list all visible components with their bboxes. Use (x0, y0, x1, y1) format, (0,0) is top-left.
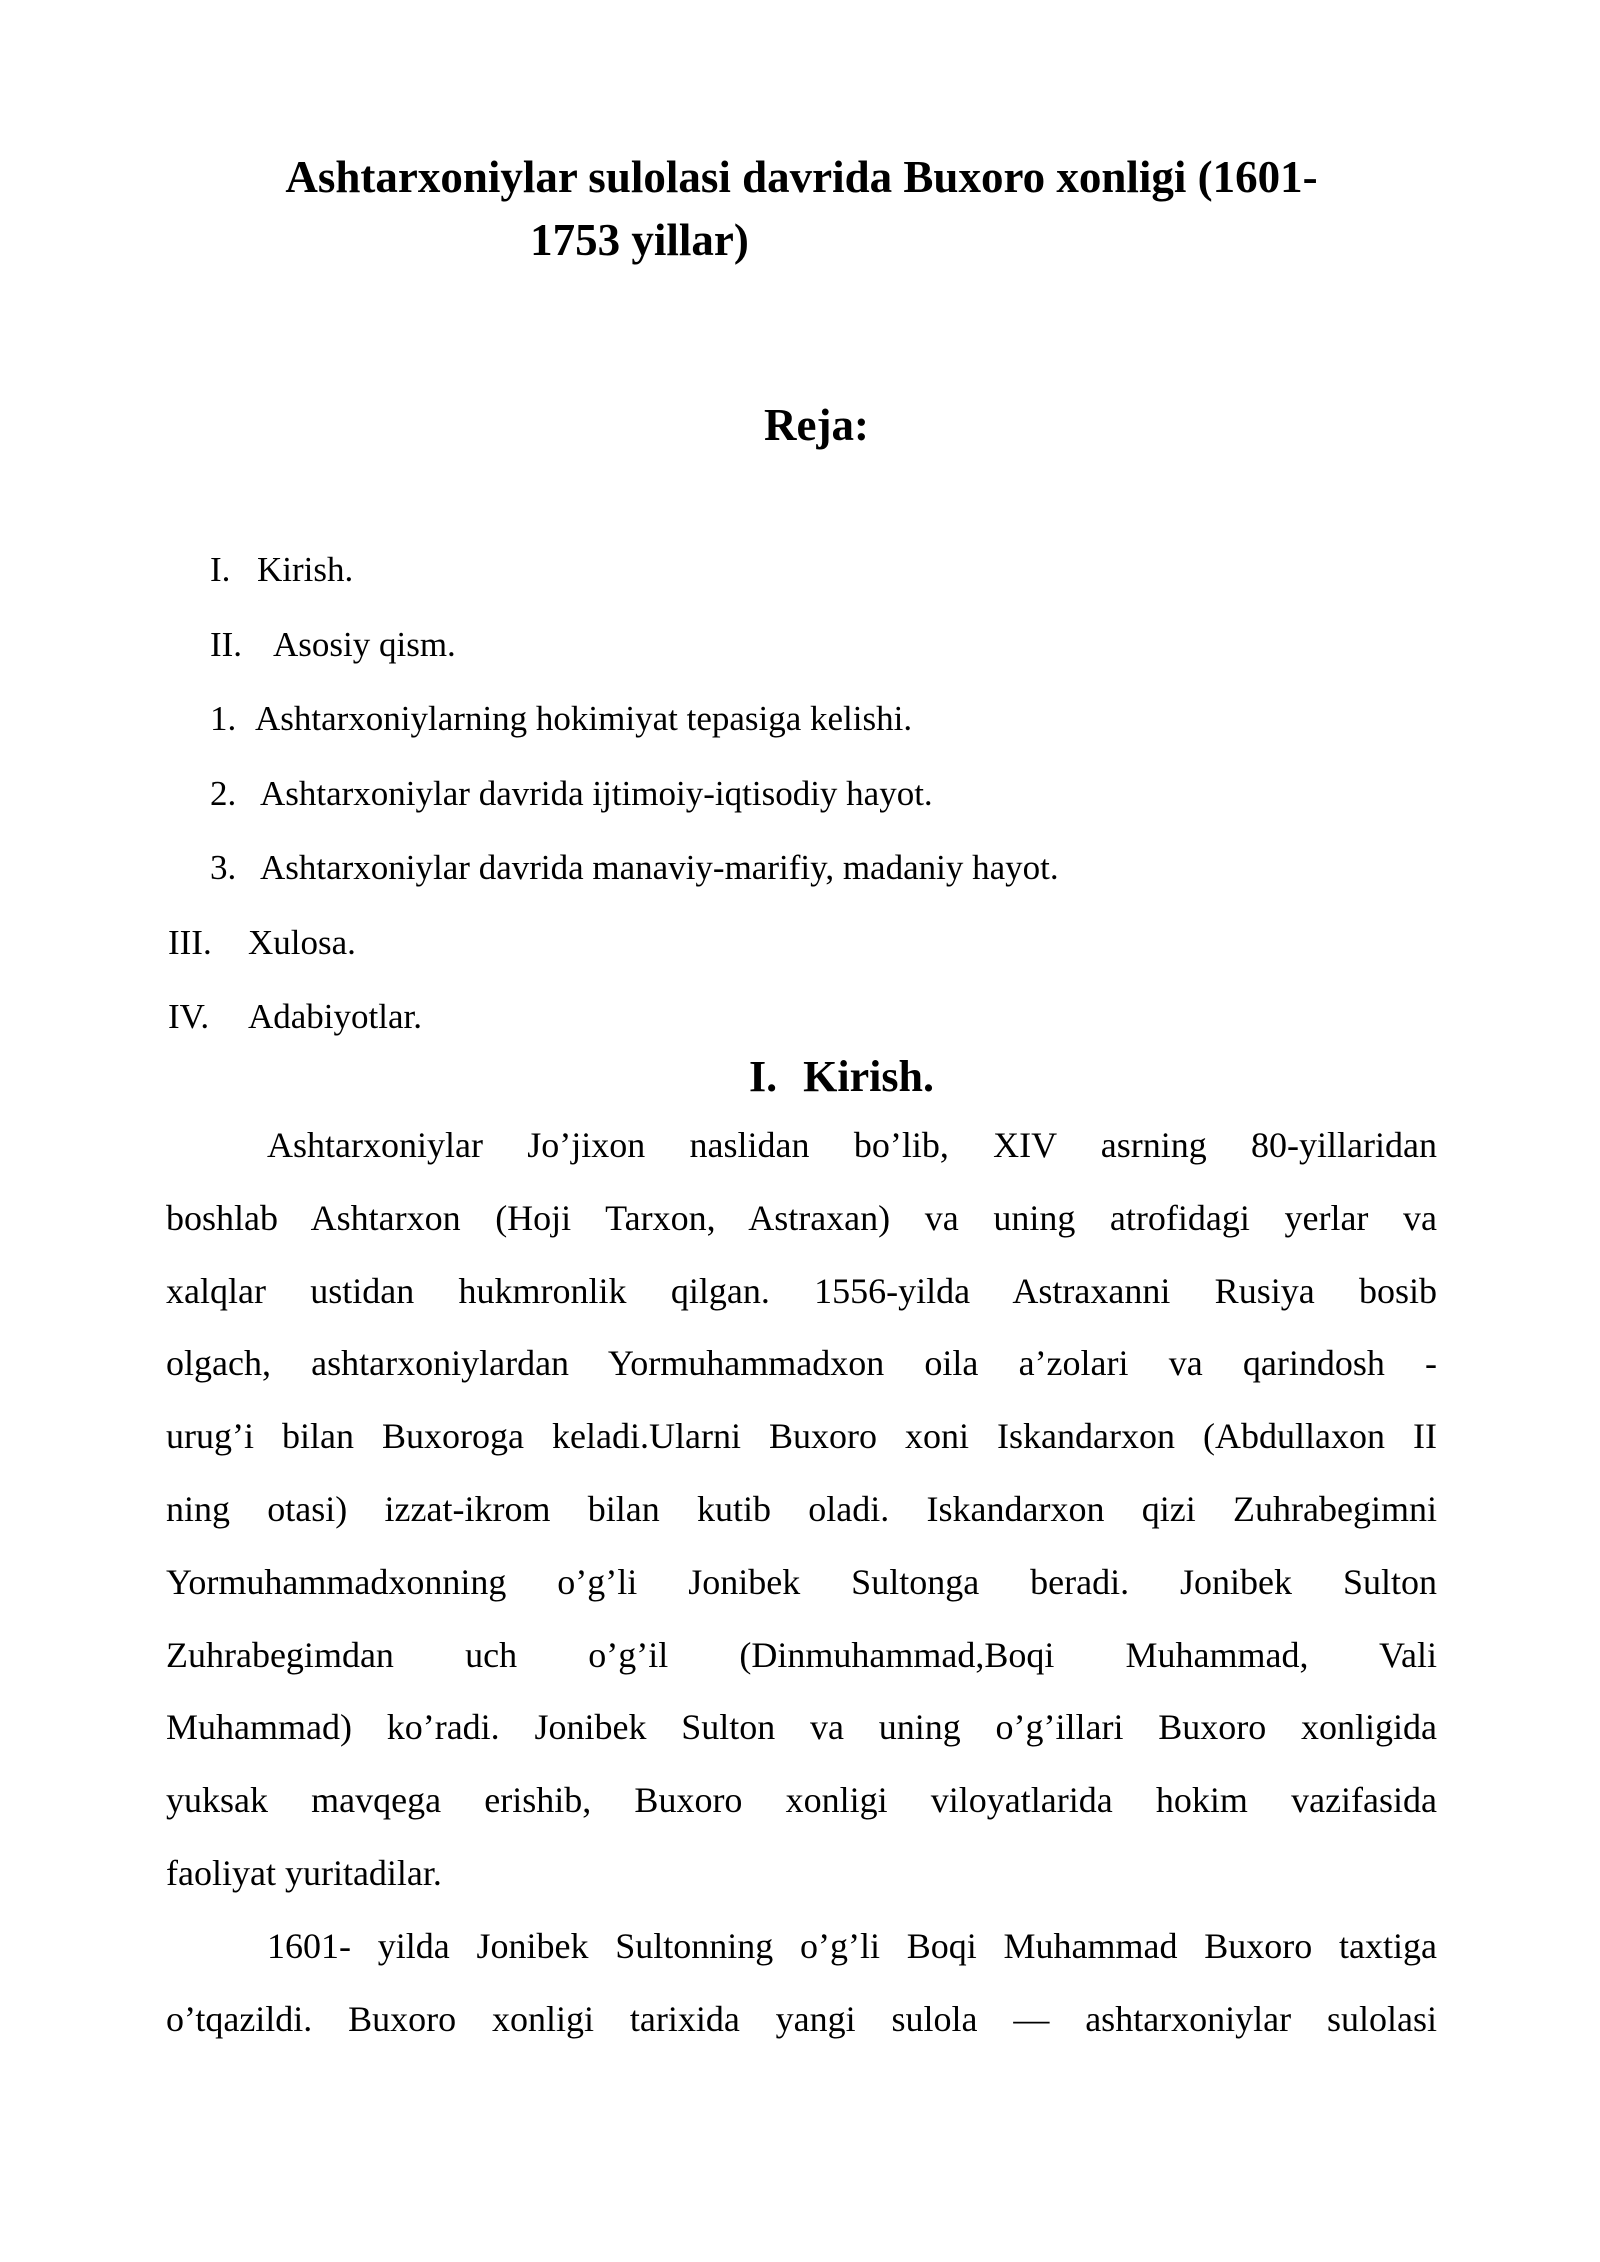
document-title-line1: Ashtarxoniylar sulolasi davrida Buxoro xonligi (1601- (285, 152, 1318, 202)
body-line: 1601- yilda Jonibek Sultonning o’g’li Boqi Muhammad Buxoro taxtiga (267, 1925, 1437, 1966)
outline-item (166, 682, 1437, 757)
body-line: faoliyat yuritadilar. (166, 1852, 442, 1893)
outline-item (166, 906, 1437, 981)
body-line: boshlab Ashtarxon (Hoji Tarxon, Astraxan) va uning atrofidagi yerlar va (166, 1197, 1437, 1238)
body-line: xalqlar ustidan hukmronlik qilgan. 1556-yilda Astraxanni Rusiya bosib (166, 1270, 1437, 1311)
outline-item-label: Ashtarxoniylar davrida manaviy-marifiy, madaniy hayot. (260, 848, 1059, 887)
outline-item-marker: IV. (168, 997, 210, 1036)
document-title-line2: 1753 yillar) (530, 215, 749, 265)
outline-item-marker: 2. (210, 773, 237, 813)
body-text (166, 1109, 1437, 2055)
outline-item-label: Asosiy qism. (273, 624, 456, 664)
body-line: Muhammad) ko’radi. Jonibek Sulton va uning o’g’illari Buxoro xonligida (166, 1707, 1437, 1748)
body-line: olgach, ashtarxoniylardan Yormuhammadxon oila a’zolari va qarindosh - (166, 1343, 1437, 1384)
plan-heading-text: Reja: (764, 400, 869, 450)
outline-list (166, 533, 1437, 1055)
outline-item-label: Adabiyotlar. (248, 997, 422, 1036)
plan-heading (166, 393, 1437, 457)
outline-item-label: Xulosa. (248, 922, 356, 962)
body-line: Ashtarxoniylar Jo’jixon naslidan bo’lib, XIV asrning 80-yillaridan (267, 1125, 1437, 1165)
outline-item-label: Ashtarxoniylarning hokimiyat tepasiga kelishi. (255, 699, 913, 738)
body-line: Zuhrabegimdan uch o’g’il (Dinmuhammad,Boqi Muhammad, Vali (166, 1634, 1437, 1675)
outline-item (166, 533, 1437, 608)
section-heading (166, 1042, 1437, 1112)
outline-item (166, 831, 1437, 906)
outline-item-marker: I. (210, 550, 231, 589)
document-title-line2-row (166, 209, 1437, 272)
body-line: o’tqazildi. Buxoro xonligi tarixida yangi sulola — ashtarxoniylar sulolasi (166, 1998, 1437, 2039)
document-title (166, 146, 1437, 272)
outline-item-marker: 3. (210, 848, 237, 887)
outline-item-marker: III. (168, 922, 212, 962)
body-line: ning otasi) izzat-ikrom bilan kutib oladi. Iskandarxon qizi Zuhrabegimni (166, 1488, 1437, 1529)
body-line: Yormuhammadxonning o’g’li Jonibek Sultonga beradi. Jonibek Sulton (166, 1561, 1437, 1602)
outline-item-marker: 1. (210, 699, 237, 738)
outline-item (166, 757, 1437, 832)
outline-item-label: Ashtarxoniylar davrida ijtimoiy-iqtisodiy hayot. (260, 773, 933, 813)
paragraph-1 (166, 1109, 1437, 1910)
paragraph-2 (166, 1910, 1437, 2056)
body-line: yuksak mavqega erishib, Buxoro xonligi viloyatlarida hokim vazifasida (166, 1780, 1437, 1821)
outline-item-marker: II. (210, 624, 243, 664)
outline-item-label: Kirish. (257, 550, 354, 589)
section-heading-numeral: I. (749, 1052, 778, 1101)
outline-item (166, 608, 1437, 683)
body-line: urug’i bilan Buxoroga keladi.Ularni Buxoro xoni Iskandarxon (Abdullaxon II (166, 1416, 1437, 1457)
section-heading-title: Kirish. (803, 1052, 934, 1101)
